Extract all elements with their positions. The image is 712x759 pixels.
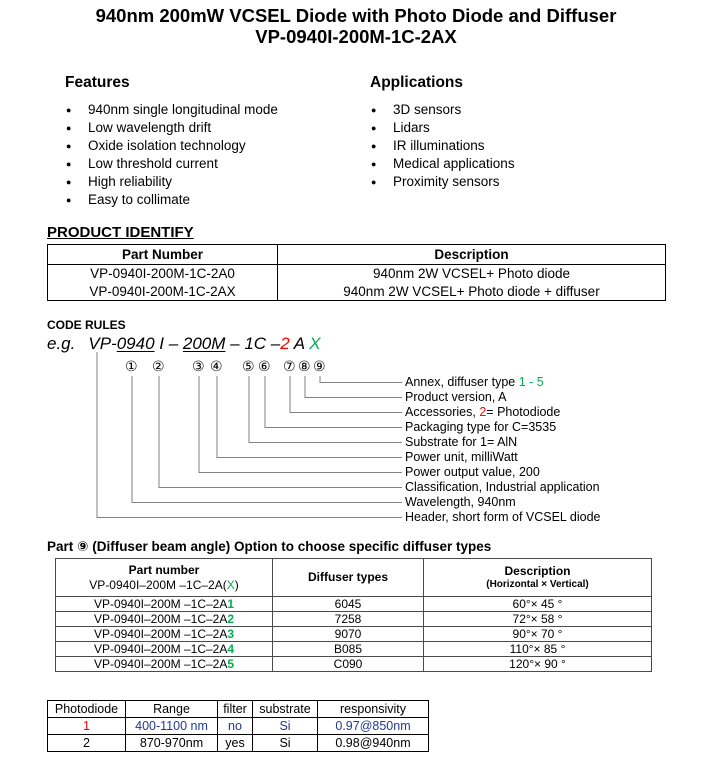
header-line: Diffuser types bbox=[307, 570, 389, 584]
circled-digit-8: ⑧ bbox=[298, 359, 311, 375]
table-row bbox=[56, 657, 652, 672]
features-section bbox=[65, 74, 365, 209]
product-identify-table bbox=[47, 244, 666, 301]
part-text: VP-0940I–200M –1C–2A bbox=[93, 611, 228, 626]
applications-section bbox=[370, 74, 670, 191]
title-line2-part-number: VP-0940I-200M-1C-2AX bbox=[255, 26, 457, 47]
header-line: Part number bbox=[128, 562, 200, 577]
table-row bbox=[56, 627, 652, 642]
code-rules-heading: CODE RULES bbox=[47, 318, 126, 332]
callout-product-version bbox=[405, 390, 506, 405]
circled-digit-3: ③ bbox=[192, 359, 205, 375]
product-identify-section bbox=[47, 224, 665, 301]
photodiode-id-cell: 2 bbox=[48, 735, 126, 752]
feature-text: 940nm single longitudinal mode bbox=[88, 102, 278, 117]
header-highlight: X bbox=[226, 577, 235, 592]
code-segment-underlined: 0940 bbox=[116, 334, 155, 353]
bullet-icon: ● bbox=[371, 159, 377, 169]
description-cell bbox=[278, 265, 666, 301]
header-line: (Horizontal × Vertical) bbox=[486, 579, 589, 590]
column-header-responsivity: responsivity bbox=[318, 701, 429, 718]
part-digit: 5 bbox=[227, 656, 235, 671]
part-number-cell bbox=[56, 657, 273, 672]
photodiode-table bbox=[47, 700, 429, 752]
description-cell: 72°× 58 ° bbox=[424, 612, 652, 627]
responsivity-cell: 0.97@850nm bbox=[318, 718, 429, 735]
substrate-cell: Si bbox=[253, 718, 318, 735]
bullet-icon: ● bbox=[371, 177, 377, 187]
diffuser-type-cell: 9070 bbox=[273, 627, 424, 642]
list-item bbox=[370, 101, 670, 119]
diffuser-type-cell: C090 bbox=[273, 657, 424, 672]
column-header-range: Range bbox=[126, 701, 218, 718]
features-heading: Features bbox=[65, 74, 130, 91]
list-item bbox=[65, 191, 365, 209]
photodiode-table-wrap bbox=[47, 700, 429, 752]
applications-list bbox=[370, 101, 670, 191]
column-header-description bbox=[424, 559, 652, 597]
responsivity-cell: 0.98@940nm bbox=[318, 735, 429, 752]
callout-text: Classification, Industrial application bbox=[405, 480, 600, 494]
title-line1: 940nm 200mW VCSEL Diode with Photo Diode and Diffuser bbox=[95, 5, 617, 26]
callout-power-unit bbox=[405, 450, 518, 465]
callout-packaging bbox=[405, 420, 556, 435]
diffuser-table-wrap bbox=[55, 558, 652, 672]
list-item bbox=[370, 155, 670, 173]
callout-substrate bbox=[405, 435, 517, 450]
callout-text: Annex, diffuser type bbox=[405, 375, 519, 389]
part-digit: 2 bbox=[227, 611, 235, 626]
circled-digit-9: ⑨ bbox=[313, 359, 326, 375]
header-line: Description bbox=[504, 564, 571, 578]
code-segment: VP- bbox=[88, 334, 117, 353]
filter-cell: yes bbox=[218, 735, 253, 752]
callout-highlight: 2 bbox=[479, 405, 487, 419]
circled-digit-6: ⑥ bbox=[258, 359, 271, 375]
part-number-value: VP-0940I-200M-1C-2AX bbox=[89, 283, 236, 299]
bullet-icon: ● bbox=[66, 159, 72, 169]
list-item bbox=[65, 101, 365, 119]
table-row bbox=[56, 642, 652, 657]
table-header-row bbox=[48, 245, 666, 265]
table-row bbox=[56, 597, 652, 612]
part-number-cell bbox=[56, 642, 273, 657]
description-cell: 90°× 70 ° bbox=[424, 627, 652, 642]
list-item bbox=[370, 119, 670, 137]
application-text: IR illuminations bbox=[393, 138, 485, 153]
callout-power-output bbox=[405, 465, 540, 480]
photodiode-id-cell: 1 bbox=[48, 718, 126, 735]
application-text: 3D sensors bbox=[393, 102, 462, 117]
callout-text: Wavelength, 940nm bbox=[405, 495, 516, 509]
application-text: Lidars bbox=[393, 120, 430, 135]
circled-digit-9-inline: ⑨ bbox=[77, 539, 89, 555]
description-value: 940nm 2W VCSEL+ Photo diode + diffuser bbox=[343, 283, 600, 299]
application-text: Proximity sensors bbox=[393, 174, 500, 189]
code-segment: A bbox=[289, 334, 310, 353]
code-segment-green: X bbox=[309, 334, 321, 353]
diffuser-section-heading bbox=[47, 539, 491, 555]
circled-digit-2: ② bbox=[152, 359, 165, 375]
callout-text: Power unit, milliWatt bbox=[405, 450, 518, 464]
example-label: e.g. bbox=[47, 334, 76, 353]
code-rules-section bbox=[47, 318, 321, 354]
header-text: VP-0940I–200M –1C–2A( bbox=[89, 577, 227, 592]
part-number-cell bbox=[56, 597, 273, 612]
list-item bbox=[65, 119, 365, 137]
bullet-icon: ● bbox=[66, 105, 72, 115]
feature-text: Low wavelength drift bbox=[88, 120, 212, 135]
description-value: 940nm 2W VCSEL+ Photo diode bbox=[373, 266, 570, 281]
callout-accessories bbox=[405, 405, 560, 420]
bullet-icon: ● bbox=[371, 105, 377, 115]
circled-digit-4: ④ bbox=[210, 359, 223, 375]
column-header-description: Description bbox=[278, 245, 666, 265]
description-cell: 60°× 45 ° bbox=[424, 597, 652, 612]
page-title bbox=[0, 5, 712, 47]
part-text: VP-0940I–200M –1C–2A bbox=[93, 626, 228, 641]
callout-text: Substrate for 1= AlN bbox=[405, 435, 518, 449]
heading-text: Part bbox=[47, 539, 78, 554]
diffuser-table bbox=[55, 558, 652, 672]
circled-digit-7: ⑦ bbox=[283, 359, 296, 375]
bullet-icon: ● bbox=[66, 177, 72, 187]
applications-heading: Applications bbox=[370, 74, 464, 91]
bullet-icon: ● bbox=[66, 195, 72, 205]
table-row bbox=[48, 735, 429, 752]
callout-text: = Photodiode bbox=[486, 405, 561, 419]
column-header-filter: filter bbox=[218, 701, 253, 718]
diffuser-type-cell: 7258 bbox=[273, 612, 424, 627]
code-segment-red: 2 bbox=[280, 334, 290, 353]
part-number-cell bbox=[56, 627, 273, 642]
part-text: VP-0940I–200M –1C–2A bbox=[93, 641, 228, 656]
table-header-row bbox=[56, 559, 652, 597]
circled-digit-5: ⑤ bbox=[242, 359, 255, 375]
column-header-part-number: Part Number bbox=[48, 245, 278, 265]
heading-text: (Diffuser beam angle) Option to choose specific diffuser types bbox=[88, 539, 492, 554]
column-header-photodiode: Photodiode bbox=[48, 701, 126, 718]
features-list bbox=[65, 101, 365, 209]
circled-digit-1: ① bbox=[125, 359, 138, 375]
part-number-value: VP-0940I-200M-1C-2A0 bbox=[90, 266, 235, 281]
part-digit: 1 bbox=[227, 596, 235, 611]
range-cell: 870-970nm bbox=[126, 735, 218, 752]
callout-text: Product version, A bbox=[405, 390, 507, 404]
list-item bbox=[370, 137, 670, 155]
callout-highlight: 1 - 5 bbox=[518, 375, 544, 389]
product-identify-heading: PRODUCT IDENTIFY bbox=[47, 224, 194, 241]
header-text: ) bbox=[234, 577, 239, 592]
part-digit: 4 bbox=[227, 641, 235, 656]
table-row bbox=[48, 718, 429, 735]
filter-cell: no bbox=[218, 718, 253, 735]
description-cell: 120°× 90 ° bbox=[424, 657, 652, 672]
table-row bbox=[56, 612, 652, 627]
code-example bbox=[47, 334, 321, 354]
column-header-substrate: substrate bbox=[253, 701, 318, 718]
bullet-icon: ● bbox=[66, 141, 72, 151]
list-item bbox=[370, 173, 670, 191]
application-text: Medical applications bbox=[393, 156, 515, 171]
bullet-icon: ● bbox=[371, 123, 377, 133]
feature-text: High reliability bbox=[88, 174, 173, 189]
callout-wavelength bbox=[405, 495, 516, 510]
callout-classification bbox=[405, 480, 600, 495]
header-line bbox=[56, 578, 272, 593]
code-segment-underlined: 200M bbox=[182, 334, 226, 353]
part-digit: 3 bbox=[227, 626, 235, 641]
callout-text: Header, short form of VCSEL diode bbox=[405, 510, 601, 524]
callout-annex bbox=[405, 375, 544, 390]
table-body bbox=[48, 265, 666, 301]
range-cell: 400-1100 nm bbox=[126, 718, 218, 735]
bullet-icon: ● bbox=[371, 141, 377, 151]
diffuser-type-cell: B085 bbox=[273, 642, 424, 657]
column-header-part-number bbox=[56, 559, 273, 597]
list-item bbox=[65, 137, 365, 155]
feature-text: Oxide isolation technology bbox=[88, 138, 246, 153]
list-item bbox=[65, 173, 365, 191]
description-cell: 110°× 85 ° bbox=[424, 642, 652, 657]
part-text: VP-0940I–200M –1C–2A bbox=[93, 656, 228, 671]
code-segment: – 1C – bbox=[225, 334, 281, 353]
part-number-cell bbox=[48, 265, 278, 301]
feature-text: Low threshold current bbox=[88, 156, 218, 171]
callout-text: Accessories, bbox=[405, 405, 480, 419]
substrate-cell: Si bbox=[253, 735, 318, 752]
callout-header bbox=[405, 510, 600, 525]
feature-text: Easy to collimate bbox=[88, 192, 191, 207]
callout-text: Packaging type for C=3535 bbox=[405, 420, 557, 434]
column-header-diffuser-types bbox=[273, 559, 424, 597]
table-header-row bbox=[48, 701, 429, 718]
list-item bbox=[65, 155, 365, 173]
callout-text: Power output value, 200 bbox=[405, 465, 540, 479]
code-segment: I – bbox=[154, 334, 183, 353]
bullet-icon: ● bbox=[66, 123, 72, 133]
part-number-cell bbox=[56, 612, 273, 627]
diffuser-type-cell: 6045 bbox=[273, 597, 424, 612]
part-text: VP-0940I–200M –1C–2A bbox=[93, 596, 228, 611]
